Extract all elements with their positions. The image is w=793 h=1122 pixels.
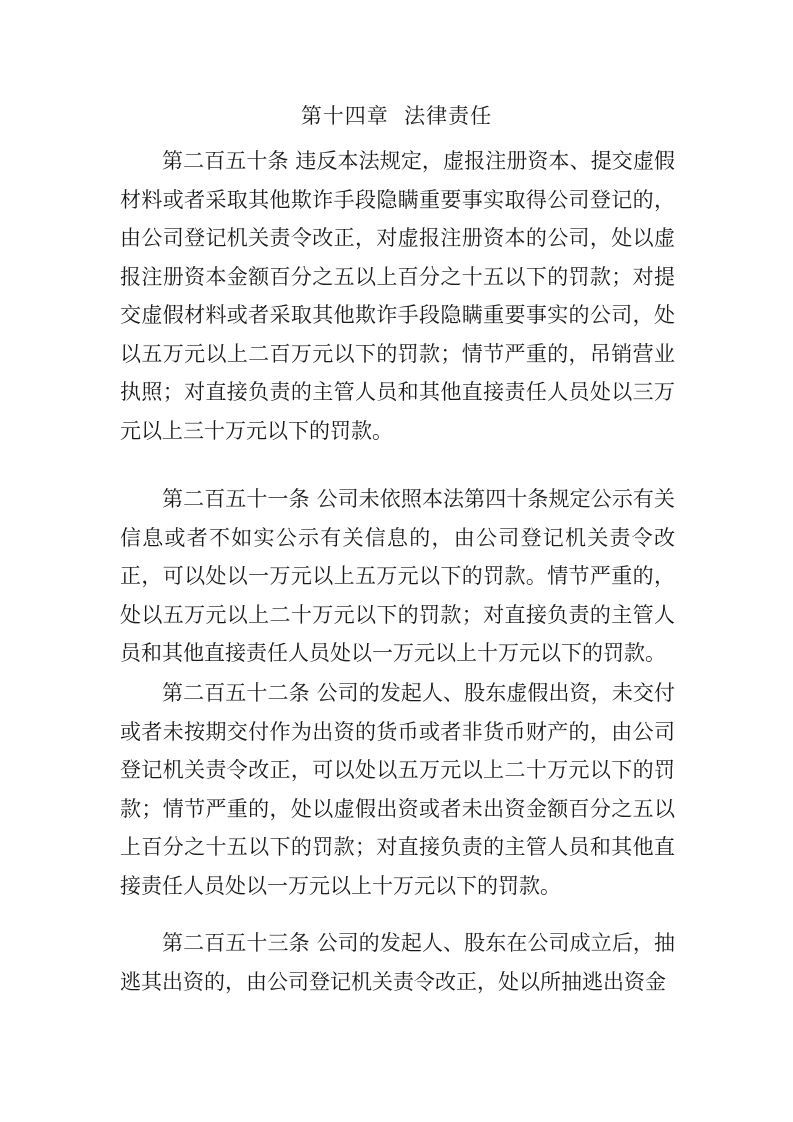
article-text: 公司未依照本法第四十条规定公示有关信息或者不如实公示有关信息的，由公司登记机关责令改正，可以处以一万元以上五万元以下的罚款。情节严重的，处以五万元以上二十万元以下的罚款；对直接负责的主管人员和其他直接责任人员处以一万元以上十万元以下的罚款。 (120, 487, 676, 665)
article-number: 第二百五十一条 (162, 487, 310, 511)
article-253 (120, 924, 675, 1001)
chapter-title: 第十四章 法律责任 (300, 104, 493, 128)
article-number: 第二百五十二条 (162, 681, 310, 705)
article-number: 第二百五十三条 (162, 931, 310, 955)
article-text: 违反本法规定，虚报注册资本、提交虚假材料或者采取其他欺诈手段隐瞒重要事实取得公司登记的，由公司登记机关责令改正，对虚报注册资本的公司，处以虚报注册资本金额百分之五以上百分之十五以下的罚款；对提交虚假材料或者采取其他欺诈手段隐瞒重要事实的公司，处以五万元以上二百万元以下的罚款；情节严重的，吊销营业执照；对直接负责的主管人员和其他直接责任人员处以三万元以上三十万元以下的罚款。 (120, 149, 675, 443)
article-251 (120, 480, 675, 673)
article-number: 第二百五十条 (162, 149, 289, 173)
article-252 (120, 674, 675, 905)
article-250 (120, 142, 675, 450)
article-text: 公司的发起人、股东在公司成立后，抽逃其出资的，由公司登记机关责令改正，处以所抽逃出资金 (120, 931, 676, 994)
article-text: 公司的发起人、股东虚假出资，未交付或者未按期交付作为出资的货币或者非货币财产的，由公司登记机关责令改正，可以处以五万元以上二十万元以下的罚款；情节严重的，处以虚假出资或者未出资金额百分之五以上百分之十五以下的罚款；对直接负责的主管人员和其他直接责任人员处以一万元以上十万元以下的罚款。 (120, 681, 676, 898)
